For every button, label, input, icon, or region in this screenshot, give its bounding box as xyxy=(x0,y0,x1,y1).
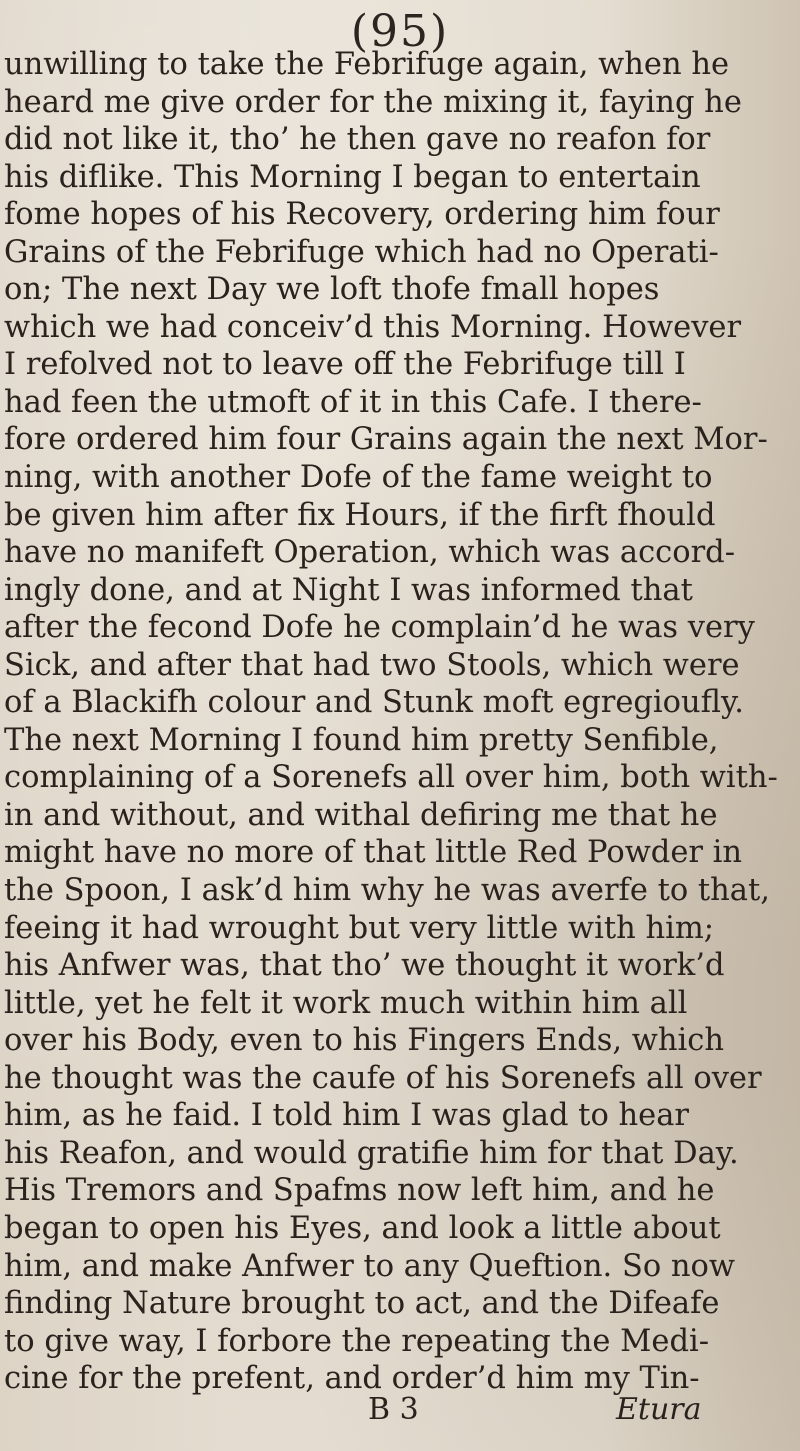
text-line: fore ordered him four Grains again the next Mor- xyxy=(4,422,768,458)
text-line: might have no more of that little Red Powder in xyxy=(4,835,743,871)
text-line: began to open his Eyes, and look a little about xyxy=(4,1210,721,1246)
text-line: The next Morning I found him pretty Senfible, xyxy=(4,722,719,758)
text-line: I refolved not to leave off the Febrifuge till I xyxy=(4,347,686,383)
text-line: unwilling to take the Febrifuge again, when he xyxy=(4,47,730,82)
text-line: over his Body, even to his Fingers Ends, which xyxy=(4,1023,725,1059)
text-line: did not like it, tho’ he then gave no reafon for xyxy=(4,122,711,158)
text-line: Grains of the Febrifuge which had no Operati- xyxy=(4,234,719,270)
text-line: the Spoon, I ask’d him why he was averfe to that, xyxy=(4,873,770,909)
text-line: complaining of a Sorenefs all over him, both with- xyxy=(4,760,778,796)
text-line: on; The next Day we loft thofe fmall hopes xyxy=(4,272,660,308)
text-line: little, yet he felt it work much within him all xyxy=(4,985,688,1021)
text-line: had feen the utmoft of it in this Cafe. I there- xyxy=(4,384,702,420)
text-line: have no manifeft Operation, which was accord- xyxy=(4,535,736,571)
text-line: his Anfwer was, that tho’ we thought it work’d xyxy=(4,948,725,984)
text-line: ingly done, and at Night I was informed that xyxy=(4,572,693,608)
text-line: him, as he faid. I told him I was glad to hear xyxy=(4,1098,689,1134)
text-line: heard me give order for the mixing it, faying he xyxy=(4,84,742,120)
text-line: Sick, and after that had two Stools, which were xyxy=(4,647,740,683)
text-line: him, and make Anfwer to any Queftion. So now xyxy=(4,1248,736,1284)
text-line: he thought was the caufe of his Sorenefs all over xyxy=(4,1060,762,1096)
text-line: in and without, and withal defiring me that he xyxy=(4,797,718,833)
text-line: his diflike. This Morning I began to entertain xyxy=(4,159,701,195)
body-text xyxy=(4,46,778,1398)
text-line: cine for the prefent, and order’d him my Tin- xyxy=(4,1361,700,1397)
text-line: to give way, I forbore the repeating the Medi- xyxy=(4,1323,710,1359)
text-line: his Reafon, and would gratifie him for that Day. xyxy=(4,1135,739,1171)
text-line: fome hopes of his Recovery, ordering him four xyxy=(4,197,720,233)
text-line: ning, with another Dofe of the fame weight to xyxy=(4,460,713,496)
text-line: after the fecond Dofe he complain’d he was very xyxy=(4,610,755,646)
text-line: His Tremors and Spafms now left him, and he xyxy=(4,1173,715,1209)
signature-mark: B 3 xyxy=(368,1392,419,1427)
text-line: be given him after fix Hours, if the firft fhould xyxy=(4,497,716,533)
text-line: feeing it had wrought but very little with him; xyxy=(4,910,715,946)
page-number: (95) xyxy=(350,6,450,57)
text-line: finding Nature brought to act, and the Difeafe xyxy=(4,1286,720,1322)
catchword: Etura xyxy=(616,1392,702,1427)
text-line: which we had conceiv’d this Morning. However xyxy=(4,309,742,345)
text-line: of a Blackifh colour and Stunk moft egregioufly. xyxy=(4,685,744,721)
